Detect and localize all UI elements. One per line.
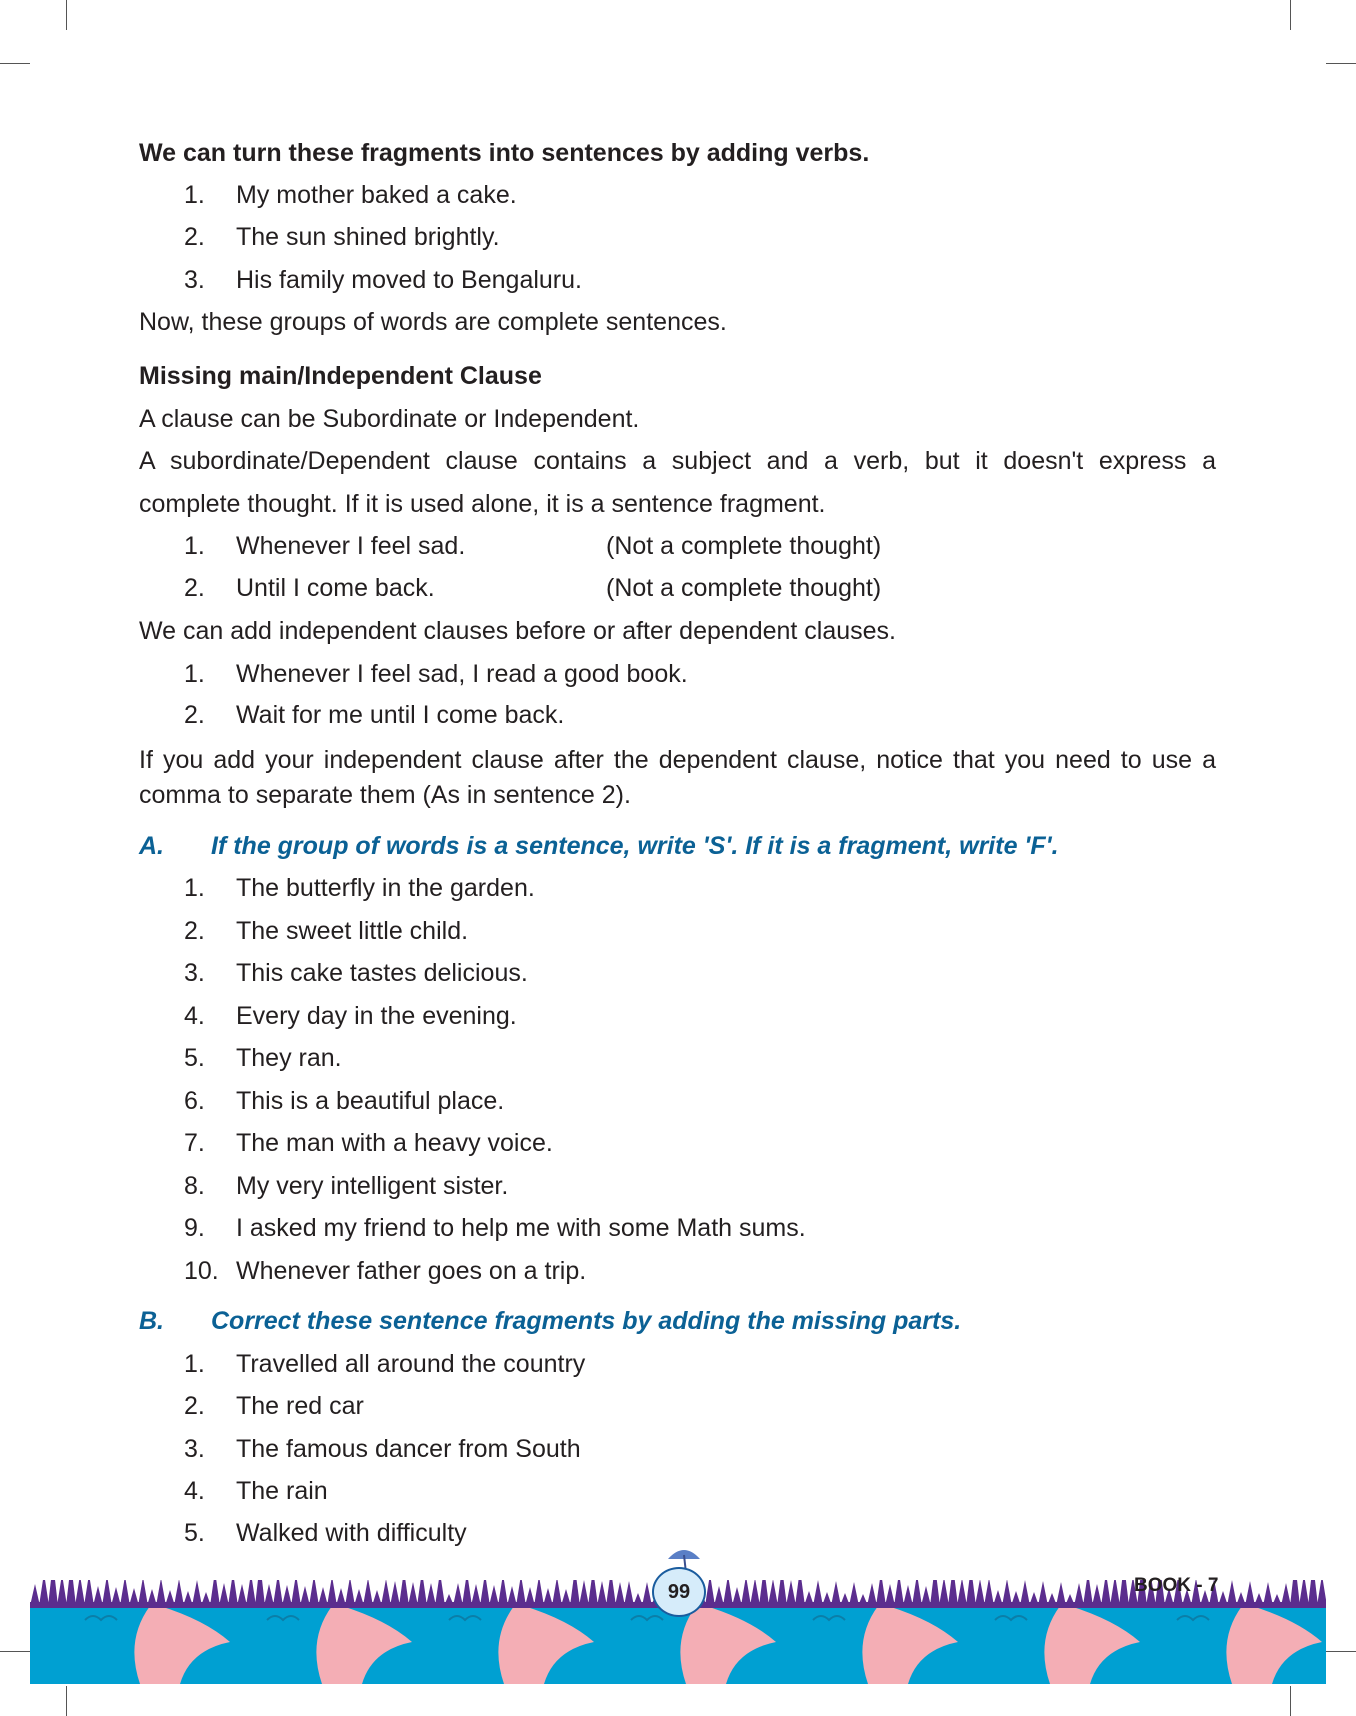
crop-mark xyxy=(1290,1686,1291,1716)
paragraph: A subordinate/Dependent clause contains a subject and a verb, but it doesn't express a xyxy=(139,447,1216,475)
section-heading: We can turn these fragments into sentences by adding verbs. xyxy=(139,139,870,167)
crop-mark xyxy=(0,1651,30,1652)
exercise-label: A. xyxy=(139,832,164,860)
exercise-instruction: If the group of words is a sentence, write 'S'. If it is a fragment, write 'F'. xyxy=(211,832,1059,860)
crop-mark xyxy=(1290,0,1291,30)
paragraph: complete thought. If it is used alone, it is a sentence fragment. xyxy=(139,490,826,518)
crop-mark xyxy=(66,0,67,30)
paragraph: Now, these groups of words are complete sentences. xyxy=(139,308,727,336)
book-label: BOOK - 7 xyxy=(1134,1575,1219,1596)
section-heading: Missing main/Independent Clause xyxy=(139,362,542,390)
exercise-instruction: Correct these sentence fragments by adding the missing parts. xyxy=(211,1307,962,1335)
crop-mark xyxy=(1326,63,1356,64)
crop-mark xyxy=(1326,1651,1356,1652)
crop-mark xyxy=(0,63,30,64)
paragraph: A clause can be Subordinate or Independent. xyxy=(139,405,640,433)
paragraph: We can add independent clauses before or after dependent clauses. xyxy=(139,617,897,645)
paragraph: If you add your independent clause after the dependent clause, notice that you need to use a xyxy=(139,746,1216,774)
paragraph: comma to separate them (As in sentence 2). xyxy=(139,781,631,809)
exercise-label: B. xyxy=(139,1307,164,1335)
page-number: 99 xyxy=(652,1567,706,1617)
crop-mark xyxy=(66,1686,67,1716)
